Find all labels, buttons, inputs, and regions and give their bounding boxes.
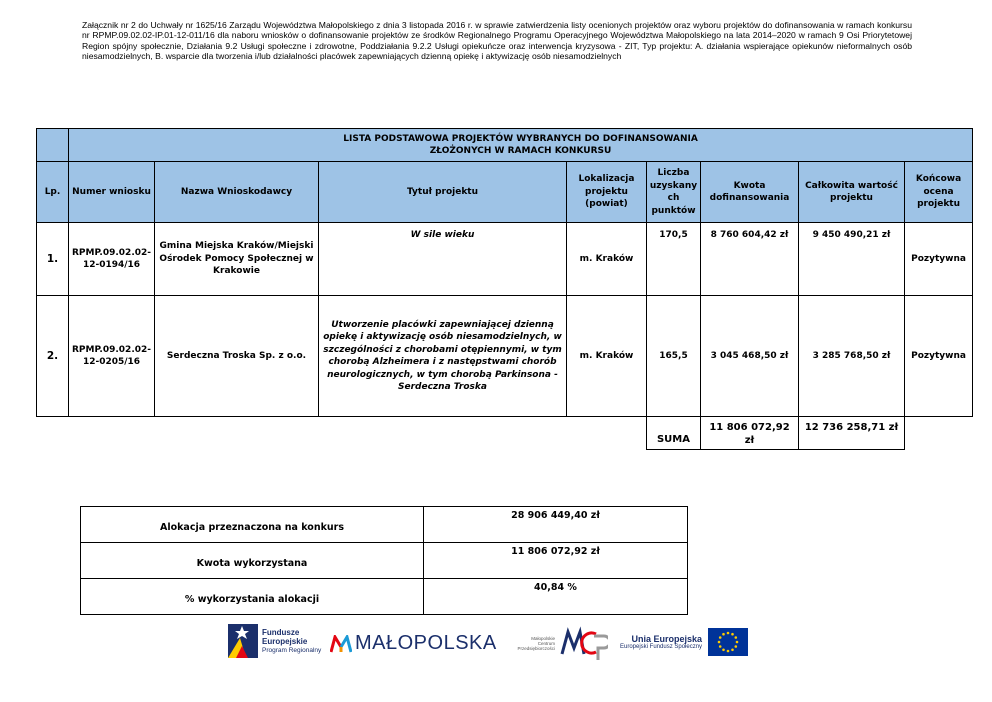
cell-kwota: 3 045 468,50 zł xyxy=(701,296,799,417)
malopolska-m-icon xyxy=(330,635,352,653)
allocation-table xyxy=(80,506,688,615)
cell-nazwa: Gmina Miejska Kraków/Miejski Ośrodek Pomocy Społecznej w Krakowie xyxy=(155,223,319,296)
fe-line2: Europejskie xyxy=(262,636,308,646)
fe-line3: Program Regionalny xyxy=(262,646,322,654)
cell-tytul: W sile wieku xyxy=(319,223,567,296)
eu-flag-icon xyxy=(708,628,748,656)
cell-punkty: 170,5 xyxy=(647,223,701,296)
col-header-numer: Numer wniosku xyxy=(69,162,155,223)
logo-bar xyxy=(0,618,992,668)
col-header-lp: Lp. xyxy=(37,162,69,223)
cell-kwota: 8 760 604,42 zł xyxy=(701,223,799,296)
table-header-row xyxy=(37,162,973,223)
ue-subtitle: Europejski Fundusz Społeczny xyxy=(620,644,703,650)
col-header-liczba: Liczba uzyskany ch punktów xyxy=(647,162,701,223)
allocation-label: Kwota wykorzystana xyxy=(81,543,424,579)
col-header-calkowita: Całkowita wartość projektu xyxy=(799,162,905,223)
sum-label: SUMA xyxy=(647,417,701,450)
table-row xyxy=(37,223,973,296)
table-title-line1: LISTA PODSTAWOWA PROJEKTÓW WYBRANYCH DO DOFINANSOWANIA xyxy=(343,133,698,144)
allocation-label: Alokacja przeznaczona na konkurs xyxy=(81,507,424,543)
cell-calkowita: 9 450 490,21 zł xyxy=(799,223,905,296)
col-header-tytul: Tytuł projektu xyxy=(319,162,567,223)
table-title-line2: ZŁOŻONYCH W RAMACH KONKURSU xyxy=(429,146,612,156)
malopolska-logo xyxy=(330,632,497,655)
cell-numer: RPMP.09.02.02-12-0194/16 xyxy=(69,223,155,296)
cell-lokalizacja: m. Kraków xyxy=(567,296,647,417)
cell-calkowita: 3 285 768,50 zł xyxy=(799,296,905,417)
cell-tytul: Utworzenie placówki zapewniającej dzienną opiekę i aktywizację osób niesamodzielnych, w szczególności z chorobami otępiennymi, w tym chorobą Alzheimera i z następstwami chorób neurologicznych, w tym chorobą Parkinsona - Serdeczna Troska xyxy=(319,296,567,417)
cell-nazwa: Serdeczna Troska Sp. z o.o. xyxy=(155,296,319,417)
fe-line1: Fundusze xyxy=(262,627,300,637)
fundusze-europejskie-icon xyxy=(228,624,258,658)
allocation-label: % wykorzystania alokacji xyxy=(81,579,424,615)
col-header-nazwa: Nazwa Wnioskodawcy xyxy=(155,162,319,223)
malopolska-text: MAŁOPOLSKA xyxy=(355,632,497,654)
fundusze-europejskie-logo xyxy=(228,624,321,658)
ue-title: Unia Europejska xyxy=(631,634,703,644)
col-header-ocena: Końcowa ocena projektu xyxy=(905,162,973,223)
cell-lp: 1. xyxy=(37,223,69,296)
mcp-icon xyxy=(558,624,608,662)
col-header-kwota: Kwota dofinansowania xyxy=(701,162,799,223)
allocation-row xyxy=(81,579,688,615)
cell-numer: RPMP.09.02.02-12-0205/16 xyxy=(69,296,155,417)
cell-lokalizacja: m. Kraków xyxy=(567,223,647,296)
cell-ocena: Pozytywna xyxy=(905,296,973,417)
allocation-value: 11 806 072,92 zł xyxy=(424,543,688,579)
table-title xyxy=(69,129,973,162)
sum-kwota: 11 806 072,92 zł xyxy=(701,417,799,450)
sum-calkowita: 12 736 258,71 zł xyxy=(799,417,905,450)
allocation-value: 28 906 449,40 zł xyxy=(424,507,688,543)
allocation-value: 40,84 % xyxy=(424,579,688,615)
sum-spacer xyxy=(37,417,647,450)
project-list-table xyxy=(36,128,973,450)
document-header-note: Załącznik nr 2 do Uchwały nr 1625/16 Zarządu Województwa Małopolskiego z dnia 3 listopada 2016 r. w sprawie zatwierdzenia listy ocenionych projektów oraz wyboru projektów do dofinansowania w ramach konkursu nr RPMP.09.02.02-IP.01-12-011/16 dla naboru wniosków o dofinansowanie projektów ze środków Regionalnego Programu Operacyjnego Województwa Małopolskiego na lata 2014–2020 w ramach 9 Osi Priorytetowej Region spójny społecznie, Działania 9.2 Usługi społeczne i zdrowotne, Poddziałania 9.2.2 Usługi opiekuńcze oraz interwencja kryzysowa - ZIT, Typ projektu: A. działania wspierające opiekunów nieformalnych osób niesamodzielnych, B. wsparcie dla tworzenia i/lub działalności placówek zapewniających dzienną opiekę i aktywizację osób niesamodzielnych xyxy=(82,20,912,62)
title-blank-cell xyxy=(37,129,69,162)
eu-logo xyxy=(620,628,748,656)
sum-spacer-end xyxy=(905,417,973,450)
mcp-logo xyxy=(515,624,608,662)
cell-ocena: Pozytywna xyxy=(905,223,973,296)
table-sum-row xyxy=(37,417,973,450)
allocation-row xyxy=(81,507,688,543)
allocation-row xyxy=(81,543,688,579)
col-header-lokalizacja: Lokalizacja projektu (powiat) xyxy=(567,162,647,223)
mcp-small-text: Małopolskie Centrum Przedsiębiorczości xyxy=(517,635,555,651)
cell-lp: 2. xyxy=(37,296,69,417)
table-title-row xyxy=(37,129,973,162)
table-row xyxy=(37,296,973,417)
cell-punkty: 165,5 xyxy=(647,296,701,417)
